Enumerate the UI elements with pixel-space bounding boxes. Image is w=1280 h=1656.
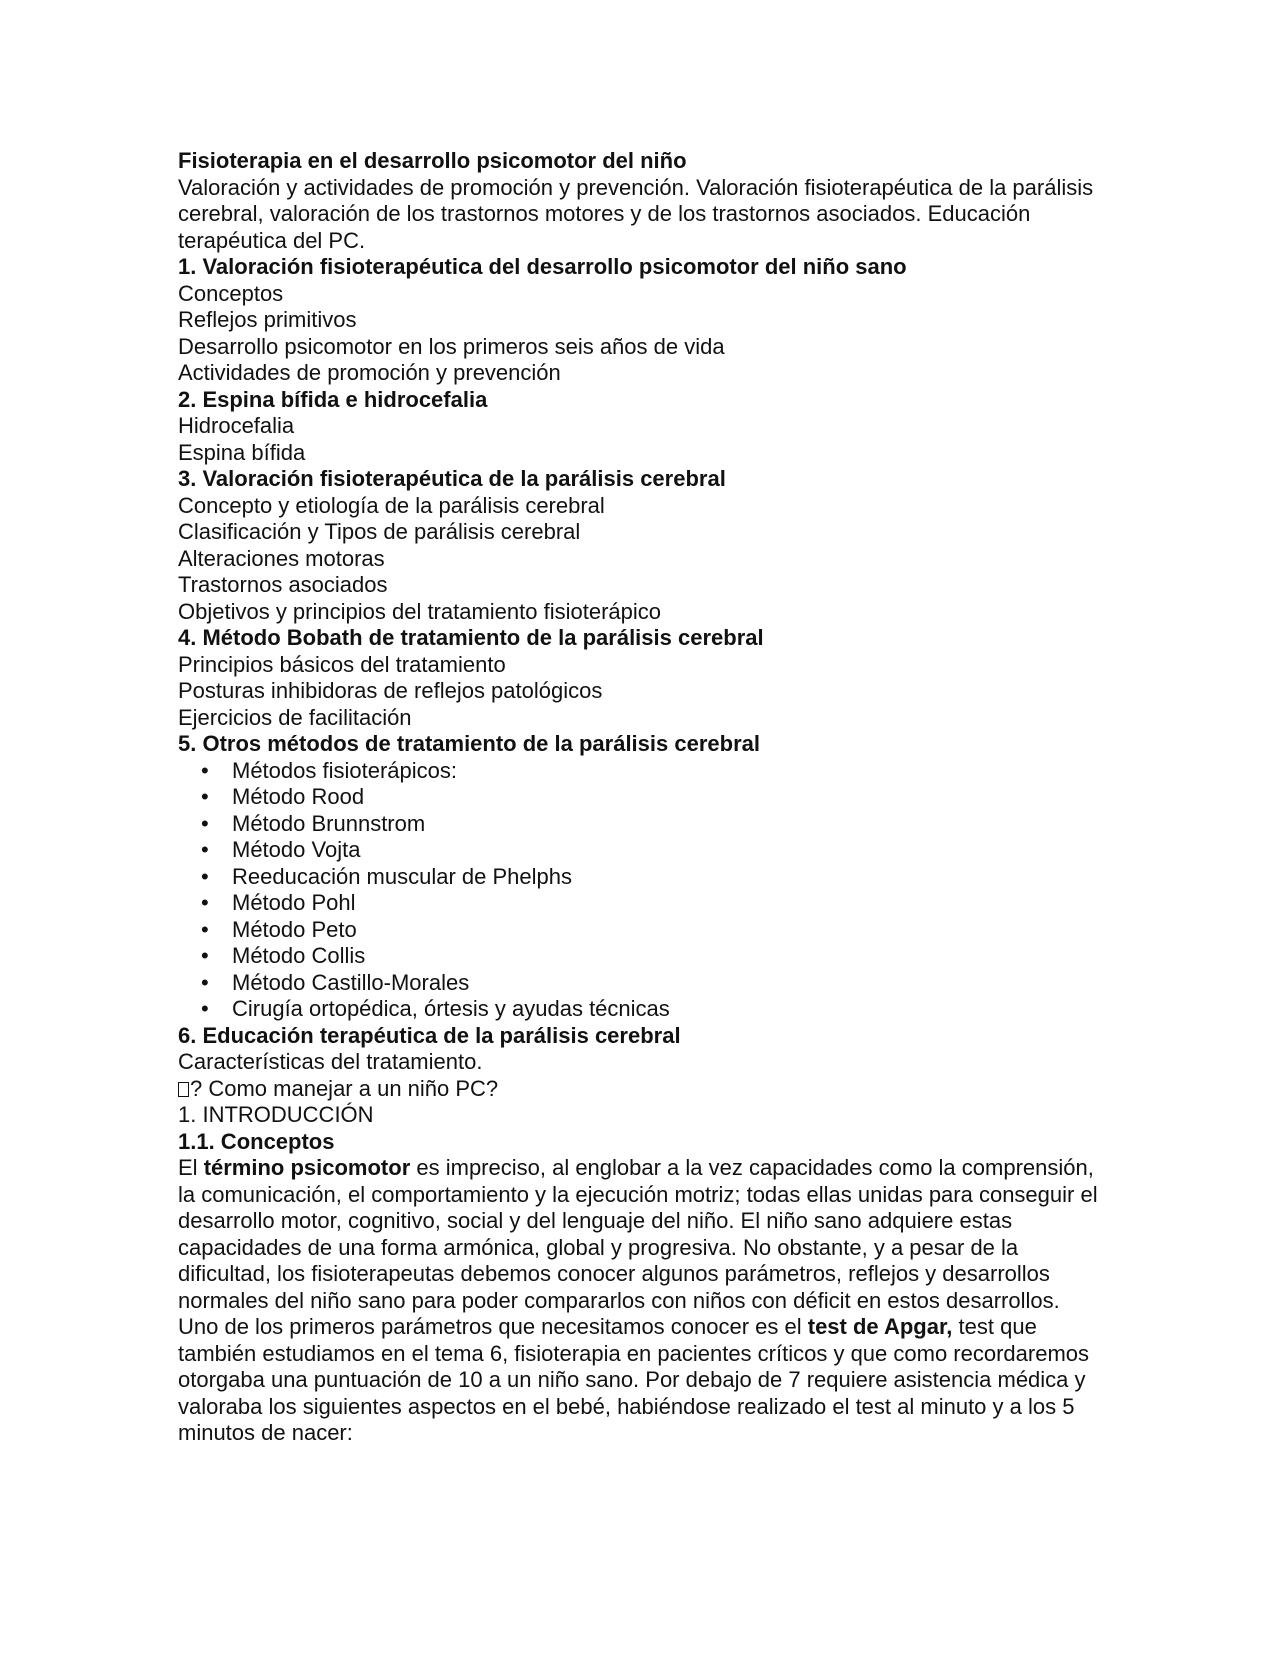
- bullet-text: Reeducación muscular de Phelphs: [232, 863, 572, 889]
- bullet-item: [201, 810, 1110, 838]
- bullet-text: Método Vojta: [232, 837, 361, 862]
- paragraph-text: test que también estudiamos en el tema 6, fisioterapia en pacientes críticos y que como recordaremos otorgaba una puntuación de 10 a un niño sano. Por debajo de 7 requiere asistencia médica y valoraba los siguientes aspectos en el bebé, habiéndose realizado el test al minuto y a los 5 minutos de nacer:: [178, 1314, 1090, 1445]
- bullet-item: [201, 996, 1110, 1023]
- section-1-item: Desarrollo psicomotor en los primeros seis años de vida: [178, 333, 725, 359]
- bold-term: término psicomotor: [203, 1155, 411, 1180]
- section-4-item: Ejercicios de facilitación: [178, 704, 412, 730]
- concepts-subheading: 1.1. Conceptos: [178, 1128, 335, 1154]
- bullet-item: [201, 943, 1110, 970]
- section-3-item: Trastornos asociados: [178, 572, 388, 597]
- bullet-icon: •: [201, 784, 209, 809]
- bullet-text: Cirugía ortopédica, órtesis y ayudas técnicas: [232, 996, 670, 1021]
- bullet-icon: •: [201, 996, 209, 1021]
- bullet-text: Método Brunnstrom: [232, 810, 426, 836]
- bullet-icon: •: [201, 943, 209, 968]
- bullet-item: [201, 863, 1110, 891]
- bullet-text: Método Peto: [232, 916, 357, 942]
- section-2-heading: 2. Espina bífida e hidrocefalia: [178, 386, 488, 412]
- section-3-item: Alteraciones motoras: [178, 545, 385, 571]
- section-1-heading: 1. Valoración fisioterapéutica del desarrollo psicomotor del niño sano: [178, 254, 907, 279]
- section-4-item: Posturas inhibidoras de reflejos patológicos: [178, 678, 603, 703]
- section-4-item: Principios básicos del tratamiento: [178, 651, 506, 677]
- bullet-icon: •: [201, 969, 209, 995]
- paragraph-text: Uno de los primeros parámetros que necesitamos conocer es el: [178, 1314, 808, 1339]
- bullet-icon: •: [201, 863, 209, 889]
- bullet-icon: •: [201, 810, 209, 836]
- bullet-icon: •: [201, 890, 209, 915]
- concepts-paragraph: [178, 1155, 1110, 1314]
- intro-paragraph: Valoración y actividades de promoción y prevención. Valoración fisioterapéutica de la parálisis cerebral, valoración de los trastornos motores y de los trastornos asociados. Educación terapéutica del PC.: [178, 174, 1094, 253]
- bullet-item: [201, 969, 1110, 997]
- bullet-item: [201, 757, 1110, 785]
- section-5-heading: 5. Otros métodos de tratamiento de la parálisis cerebral: [178, 731, 760, 756]
- section-3-heading: 3. Valoración fisioterapéutica de la parálisis cerebral: [178, 466, 726, 491]
- bullet-text: Método Collis: [232, 943, 366, 968]
- section-6-heading: 6. Educación terapéutica de la parálisis cerebral: [178, 1022, 681, 1048]
- section-1-item: Conceptos: [178, 280, 284, 306]
- methods-bullet-list: [178, 758, 1110, 1023]
- bullet-icon: •: [201, 916, 209, 942]
- bullet-item: [201, 837, 1110, 864]
- bullet-text: Método Castillo-Morales: [232, 969, 470, 995]
- bullet-item: [201, 890, 1110, 917]
- section-3-item: Clasificación y Tipos de parálisis cerebral: [178, 519, 581, 544]
- paragraph-text: El: [178, 1155, 204, 1180]
- document-title: Fisioterapia en el desarrollo psicomotor del niño: [178, 148, 687, 173]
- document-page: [178, 148, 1110, 1447]
- section-6-item: [178, 1076, 1110, 1103]
- bullet-icon: •: [201, 837, 209, 862]
- bullet-text: Método Pohl: [232, 890, 356, 915]
- bullet-icon: •: [201, 757, 209, 783]
- apgar-paragraph: [178, 1314, 1110, 1447]
- section-3-item: Objetivos y principios del tratamiento fisioterápico: [178, 598, 662, 624]
- section-2-item: Hidrocefalia: [178, 413, 295, 438]
- section-2-item: Espina bífida: [178, 439, 306, 465]
- section-6-item: Características del tratamiento.: [178, 1049, 483, 1074]
- section-1-item: Reflejos primitivos: [178, 307, 357, 332]
- missing-glyph-icon: [178, 1082, 189, 1097]
- paragraph-text: es impreciso, al englobar a la vez capacidades como la comprensión, la comunicación, el comportamiento y la ejecución motriz; todas ellas unidas para conseguir el desarrollo motor, cognitivo, social y del lenguaje del niño. El niño sano adquiere estas capacidades de una forma armónica, global y progresiva. No obstante, y a pesar de la dificultad, los fisioterapeutas debemos conocer algunos parámetros, reflejos y desarrollos normales del niño sano para poder compararlos con niños con déficit en estos desarrollos.: [178, 1155, 1098, 1313]
- introduction-heading: 1. INTRODUCCIÓN: [178, 1102, 374, 1127]
- section-1-item: Actividades de promoción y prevención: [178, 360, 561, 385]
- bullet-item: [201, 916, 1110, 944]
- section-4-heading: 4. Método Bobath de tratamiento de la parálisis cerebral: [178, 625, 764, 650]
- section-3-item: Concepto y etiología de la parálisis cerebral: [178, 492, 605, 518]
- bullet-item: [201, 784, 1110, 811]
- bullet-text: Método Rood: [232, 784, 365, 809]
- bold-term: test de Apgar,: [807, 1314, 953, 1339]
- section-6-question: ? Como manejar a un niño PC?: [190, 1075, 499, 1101]
- bullet-text: Métodos fisioterápicos:: [232, 757, 457, 783]
